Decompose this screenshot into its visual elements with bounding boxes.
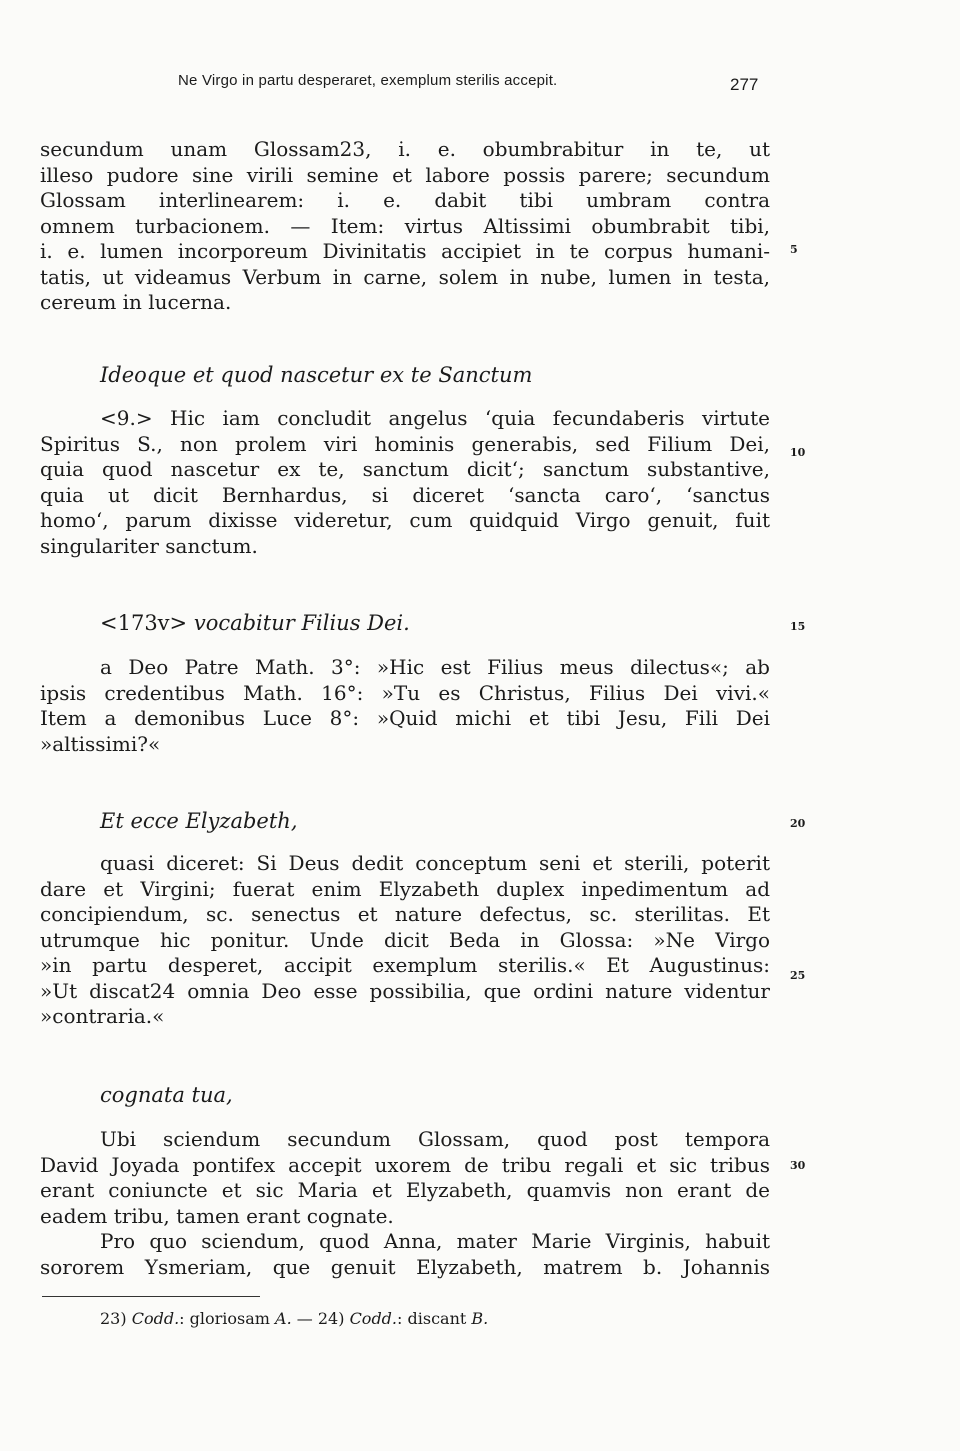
footnote-manuscript: A. [275, 1309, 292, 1328]
text-line: quia quod nascetur ex te, sanctum dicit‘; sanctum substantive, [40, 457, 770, 481]
paragraph-filius-dei [40, 655, 770, 757]
text-line: Item a demonibus Luce 8°: »Quid michi et tibi Jesu, Fili Dei [40, 706, 770, 730]
footnote-text: : gloriosam [179, 1309, 270, 1328]
text-line: Ubi sciendum secundum Glossam, quod post tempora [100, 1127, 770, 1151]
page-number: 277 [730, 75, 759, 94]
text-line: illeso pudore sine virili semine et labore possis parere; secundum [40, 162, 770, 187]
text-line: Spiritus S., non prolem viri hominis generabis, sed Filium Dei, [40, 431, 770, 456]
running-head: Ne Virgo in partu desperaret, exemplum sterilis accepit. [178, 72, 558, 89]
footnote-manuscript: B. [471, 1309, 489, 1328]
footnote-rule [42, 1296, 260, 1297]
text-line: David Joyada pontifex accepit uxorem de tribu regali et sic tribus [40, 1152, 770, 1177]
footnotes [100, 1309, 488, 1328]
paragraph-elyzabeth [40, 851, 770, 1030]
line-number: 15 [790, 620, 806, 633]
text-line: i. e. lumen incorporeum Divinitatis accipiet in te corpus humani- [40, 239, 770, 263]
text-line: tatis, ut videamus Verbum in carne, solem in nube, lumen in testa, [40, 264, 770, 289]
text-line: concipiendum, sc. senectus et nature defectus, sc. sterilitas. Et [40, 902, 770, 926]
text-line: utrumque hic ponitur. Unde dicit Beda in Glossa: »Ne Virgo [40, 927, 770, 952]
text-line: »contraria.« [40, 1004, 165, 1028]
footnote-mark: 23) [100, 1309, 127, 1328]
text-line: Pro quo sciendum, quod Anna, mater Marie Virginis, habuit [100, 1229, 770, 1253]
section-heading: Et ecce Elyzabeth, [100, 809, 298, 833]
text-line: homo‘, parum dixisse videretur, cum quidquid Virgo genuit, fuit [40, 508, 770, 532]
section-heading: Ideoque et quod nascetur ex te Sanctum [100, 363, 533, 387]
text-line: »in partu desperet, accipit exemplum sterilis.« Et Augustinus: [40, 953, 770, 977]
line-number: 5 [790, 243, 798, 256]
paragraph-sanctum [40, 406, 770, 559]
text-line: cereum in lucerna. [40, 290, 232, 314]
line-number: 20 [790, 817, 806, 830]
text-line: secundum unam Glossam23, i. e. obumbrabitur in te, ut [40, 137, 770, 161]
text-line: omnem turbacionem. — Item: virtus Altissimi obumbrabit tibi, [40, 213, 770, 238]
line-number: 25 [790, 969, 806, 982]
text-line: quasi diceret: Si Deus dedit conceptum seni et sterili, poterit [100, 851, 770, 875]
text-line: »altissimi?« [40, 731, 161, 756]
line-number: 30 [790, 1159, 806, 1172]
heading-text: vocabitur Filius Dei. [193, 611, 410, 635]
line-number: 10 [790, 446, 806, 459]
text-line: quia ut dicit Bernhardus, si diceret ‘sancta caro‘, ‘sanctus [40, 482, 770, 507]
paragraph-cognata [40, 1127, 770, 1280]
text-line: ipsis credentibus Math. 16°: »Tu es Christus, Filius Dei vivi.« [40, 680, 770, 705]
section-heading: cognata tua, [100, 1083, 233, 1107]
footnote-separator: — [291, 1309, 318, 1328]
footnote-label: Codd. [349, 1309, 398, 1328]
text-line: »Ut discat24 omnia Deo esse possibilia, que ordini nature videntur [40, 978, 770, 1003]
text-line: singulariter sanctum. [40, 533, 258, 558]
section-heading [100, 610, 410, 636]
text-line: erant coniuncte et sic Maria et Elyzabeth, quamvis non erant de [40, 1178, 770, 1202]
footnote-mark: 24) [317, 1309, 345, 1328]
text-line: eadem tribu, tamen erant cognate. [40, 1203, 394, 1228]
footnote-text: : discant [397, 1309, 467, 1328]
text-line: Glossam interlinearem: i. e. dabit tibi umbram contra [40, 188, 770, 212]
folio-marker: <173v> [100, 611, 188, 635]
footnote-label: Codd. [131, 1309, 180, 1328]
text-line: dare et Virgini; fuerat enim Elyzabeth duplex inpedimentum ad [40, 876, 770, 901]
paragraph-intro [40, 137, 770, 316]
text-line: <9.> Hic iam concludit angelus ‘quia fecundaberis virtute [100, 406, 770, 430]
text-line: a Deo Patre Math. 3°: »Hic est Filius meus dilectus«; ab [100, 655, 770, 679]
text-line: sororem Ysmeriam, que genuit Elyzabeth, matrem b. Johannis [40, 1254, 770, 1279]
